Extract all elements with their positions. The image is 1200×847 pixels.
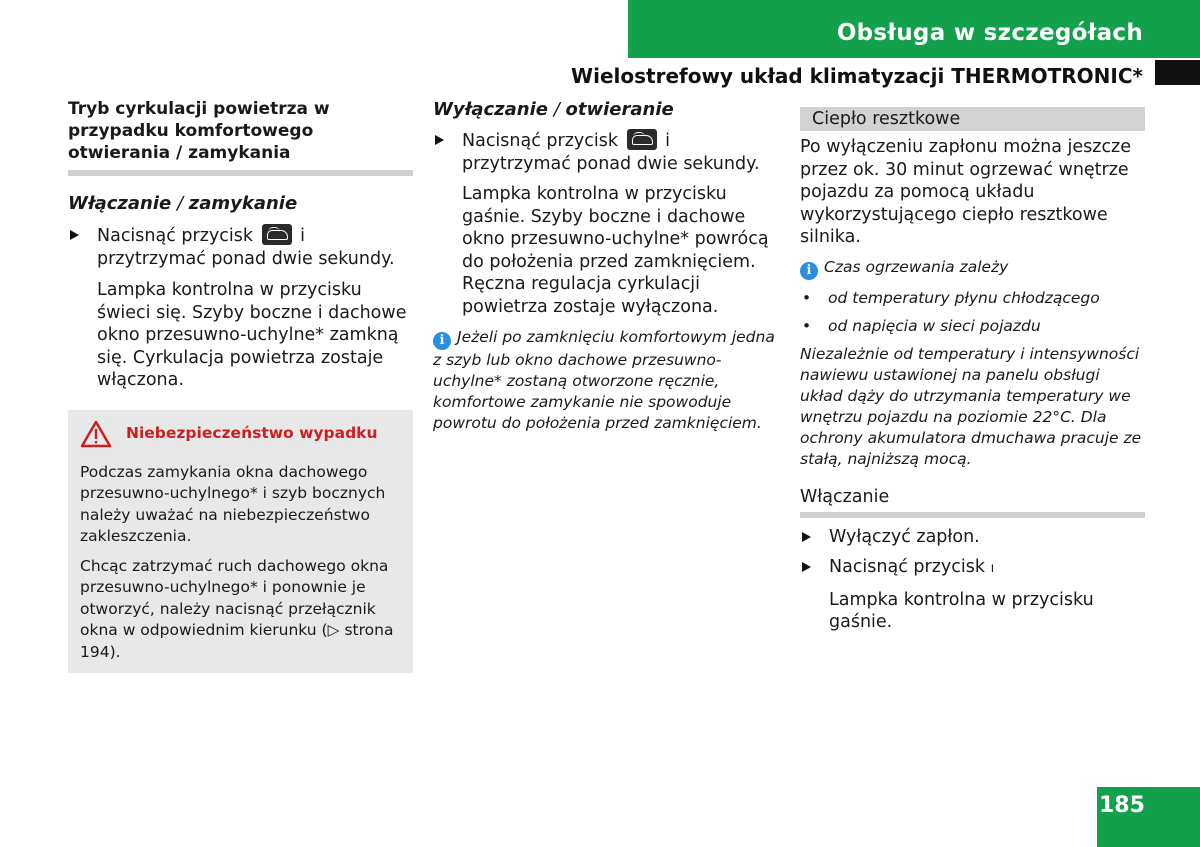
col3-heading: Ciepło resztkowe	[800, 107, 1145, 131]
warning-header	[80, 420, 401, 448]
warning-triangle-icon	[80, 420, 112, 448]
col2-subheading	[433, 98, 778, 122]
warning-title: Niebezpieczeństwo wypadku	[126, 423, 378, 442]
subheading-a: Wyłączanie	[433, 99, 548, 120]
bullet-dot: •	[802, 288, 812, 307]
page-number: 185	[1099, 793, 1145, 818]
col2-info	[433, 327, 778, 434]
step-text: Nacisnąć przycisk	[829, 557, 985, 577]
subheading-b: otwieranie	[565, 99, 674, 120]
column-2	[433, 98, 778, 434]
col2-result: Lampka kontrolna w przycisku gaśnie. Szyby boczne i dachowe okno przesuwno-uchylne* powrócą do położenia przed zamknięciem. Ręczna regulacja cyrkulacji powietrza zostaje wyłączona.	[462, 184, 769, 317]
subheading-sep: /	[547, 99, 566, 120]
col3-intro: Po wyłączeniu zapłonu można jeszcze przez ok. 30 minut ogrzewać wnętrze pojazdu za pomocą układu wykorzystującego ciepło resztkowe silnika.	[800, 137, 1132, 247]
warning-box	[68, 410, 413, 674]
col1-subheading	[68, 192, 413, 216]
dependency-text: od temperatury płynu chłodzącego	[828, 288, 1100, 307]
subheading-rule	[800, 512, 1145, 518]
step-arrow-icon	[802, 562, 811, 572]
bullet-dot: •	[802, 316, 812, 335]
column-1	[68, 98, 413, 673]
step-text-before: Nacisnąć przycisk	[97, 226, 253, 246]
step-text-before: Nacisnąć przycisk	[462, 131, 618, 151]
air-recirculation-button-icon	[627, 129, 657, 150]
col3-step-2	[800, 556, 1145, 581]
step-text-after: i przytrzymać ponad dwie sekundy.	[97, 226, 395, 269]
column-3	[800, 98, 1145, 634]
section-title: Wielostrefowy układ klimatyzacji THERMOTRONIC*	[571, 64, 1143, 88]
col2-info-text: Jeżeli po zamknięciu komfortowym jedna z szyb lub okno dachowe przesuwno-uchylne* zostaną otworzone ręcznie, komfortowe zamykanie nie spowoduje powrotu do położenia przed zamknięciem.	[433, 328, 775, 432]
air-recirculation-button-icon	[262, 224, 292, 245]
step-arrow-icon	[802, 532, 811, 542]
info-icon: i	[800, 262, 818, 280]
col3-info	[800, 257, 1145, 280]
col3-info-title: Czas ogrzewania zależy	[824, 257, 1009, 276]
dependency-item	[800, 316, 1145, 337]
step-text-after: i przytrzymać ponad dwie sekundy.	[462, 131, 760, 174]
col3-result: Lampka kontrolna w przycisku gaśnie.	[829, 589, 1094, 632]
step-text: Wyłączyć zapłon.	[829, 526, 980, 547]
warning-paragraph-2: Chcąc zatrzymać ruch dachowego okna przesuwno-uchylnego* i ponownie je otworzyć, należy nacisnąć przełącznik okna w odpowiednim kierunku (▷ strona 194).	[80, 556, 394, 661]
info-icon: i	[433, 332, 451, 350]
warning-paragraph-1: Podczas zamykania okna dachowego przesuwno-uchylnego* i szyb bocznych należy uważać na niebezpieczeństwo zakleszczenia.	[80, 462, 386, 545]
subheading-a: Włączanie	[68, 193, 172, 214]
col1-result: Lampka kontrolna w przycisku świeci się. Szyby boczne i dachowe okno przesuwno-uchylne* zamkną się. Cyrkulacja powietrza zostaje włączona.	[97, 280, 407, 390]
section-marker	[1155, 60, 1200, 85]
step-arrow-icon	[70, 230, 79, 240]
heading-rule	[68, 170, 413, 176]
col1-step	[68, 224, 413, 270]
col3-note: Niezależnie od temperatury i intensywności nawiewu ustawionej na panelu obsługi układ dąży do utrzymania temperatury we wnętrzu pojazdu na poziomie 22°C. Dla ochrony akumulatora dmuchawa pracuje ze stałą, najniższą mocą.	[800, 344, 1142, 468]
col2-step	[433, 129, 778, 175]
chapter-title: Obsługa w szczegółach	[836, 20, 1143, 46]
subheading-b: zamykanie	[188, 193, 298, 214]
dependency-item	[800, 288, 1145, 309]
col3-step-1	[800, 526, 1145, 549]
subheading-sep: /	[171, 193, 189, 214]
button-symbol: ı	[990, 561, 995, 576]
step-arrow-icon	[435, 135, 444, 145]
col3-subheading: Włączanie	[800, 486, 890, 507]
dependency-text: od napięcia w sieci pojazdu	[828, 316, 1041, 335]
col1-heading: Tryb cyrkulacji powietrza w przypadku komfortowego otwierania / zamykania	[68, 99, 330, 163]
